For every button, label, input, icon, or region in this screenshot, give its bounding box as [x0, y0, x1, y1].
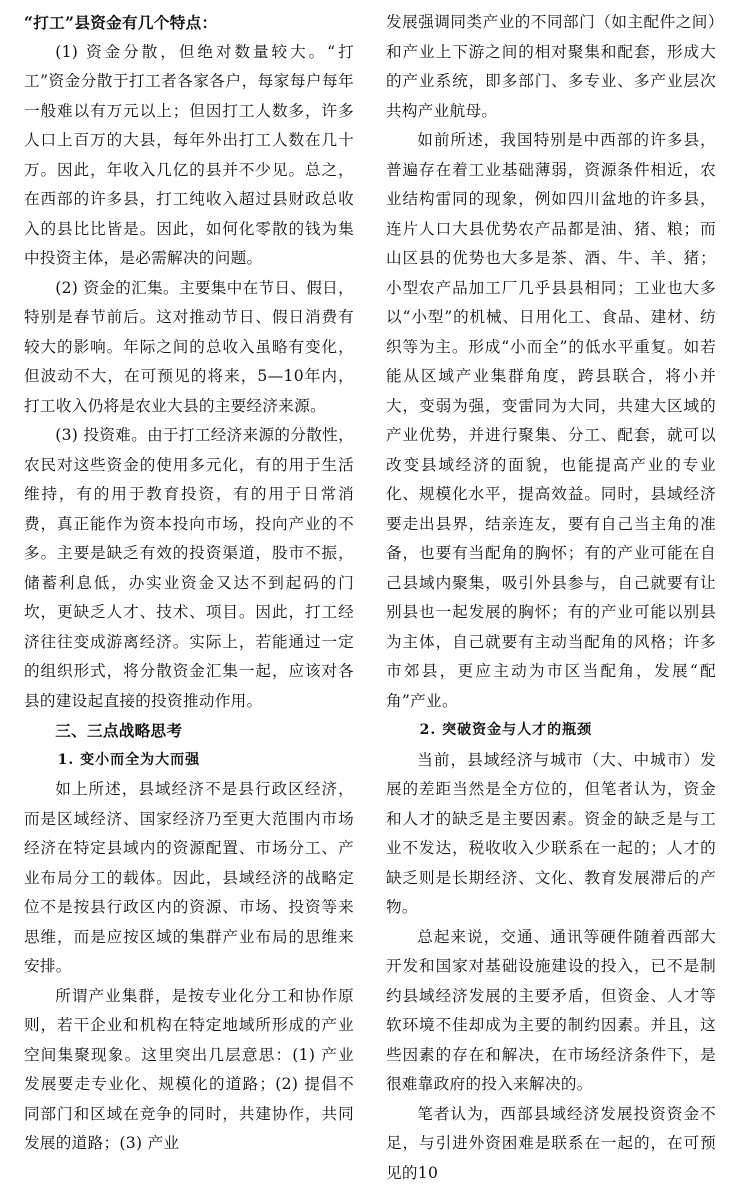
paragraph-regional-cooperation: 如前所述，我国特别是中西部的许多县，普遍存在着工业基础薄弱，资源条件相近，农业结构雷同的现象，例如四川盆地的许多县，连片人口大县优势农产品都是油、猪、粮；而山区县的优势也大多是茶、酒、牛、羊、猪；小型农产品加工厂几乎县县相同；工业也大多以“小型”的机械、日用化工、食品、建材、纺织等为主。形成“小而全”的低水平重复。如若能从区域产业集群角度，跨县联合，将小并大，变弱为强，变雷同为大同，共建大区域的产业优势，并进行聚集、分工、配套，就可以改变县域经济的面貌，也能提高产业的专业化、规模化水平，提高效益。同时，县域经济要走出县界，结亲连友，要有自己当主角的准备，也要有当配角的胸怀；有的产业可能在自己县域内聚集，吸引外县参与，自己就要有让别县也一起发展的胸怀；有的产业可能以别县为主体，自己就要有主动当配角的风格；许多市郊县，更应主动为市区当配角，发展“配角”产业。	[386, 126, 716, 716]
subheading-capital-talent-bottleneck: 2. 突破资金与人才的瓶颈	[386, 716, 716, 746]
subheading-small-to-strong: 1. 变小而全为大而强	[24, 746, 354, 776]
paragraph-industrial-cluster: 所谓产业集群，是按专业化分工和协作原则，若干企业和机构在特定地域所形成的产业空间集聚现象。这里突出几层意思：(1) 产业发展要走专业化、规模化的道路；(2) 提倡不同部门和区域在竞争的同时，共建协作，共同发展的道路；(3) 产业	[24, 982, 354, 1159]
left-column	[24, 8, 354, 1159]
paragraph-soft-environment: 总起来说，交通、通讯等硬件随着西部大开发和国家对基础设施建设的投入，已不是制约县域经济发展的主要矛盾，但资金、人才等软环境不佳却成为主要的制约因素。并且，这些因素的存在和解决，在市场经济条件下，是很难靠政府的投入来解决的。	[386, 923, 716, 1100]
paragraph-county-economy-definition: 如上所述，县域经济不是县行政区经济，而是区域经济、国家经济乃至更大范围内市场经济在特定县域内的资源配置、市场分工、产业布局分工的载体。因此，县域经济的战略定位不是按县行政区内的资源、市场、投资等来思维，而是应按区域的集群产业布局的思维来安排。	[24, 775, 354, 982]
paragraph-foreign-investment: 笔者认为，西部县域经济发展投资资金不足，与引进外资困难是联系在一起的，在可预见的10	[386, 1100, 716, 1188]
paragraph-capital-talent-gap: 当前，县域经济与城市（大、中城市）发展的差距当然是全方位的，但笔者认为，资金和人才的缺乏是主要因素。资金的缺乏是与工业不发达，税收收入少联系在一起的；人才的缺乏则是长期经济、文化、教育发展滞后的产物。	[386, 746, 716, 923]
paragraph-industrial-cluster-continued: 发展强调同类产业的不同部门（如主配件之间）和产业上下游之间的相对聚集和配套，形成大的产业系统，即多部门、多专业、多产业层次共构产业航母。	[386, 8, 716, 126]
section-heading: 三、三点战略思考	[24, 716, 354, 746]
paragraph-fund-pooling: (2) 资金的汇集。主要集中在节日、假日，特别是春节前后。这对推动节日、假日消费有较大的影响。年际之间的总收入虽略有变化，但波动不大，在可预见的将来，5—10年内，打工收入仍将是农业大县的主要经济来源。	[24, 274, 354, 422]
intro-heading: “打工”县资金有几个特点：	[24, 8, 354, 38]
paragraph-investment-difficulty: (3) 投资难。由于打工经济来源的分散性，农民对这些资金的使用多元化，有的用于生活维持，有的用于教育投资，有的用于日常消费，真正能作为资本投向市场，投向产业的不多。主要是缺乏有效的投资渠道，股市不振，储蓄利息低，办实业资金又达不到起码的门坎，更缺乏人才、技术、项目。因此，打工经济往往变成游离经济。实际上，若能通过一定的组织形式，将分散资金汇集一起，应该对各县的建设起直接的投资推动作用。	[24, 421, 354, 716]
right-column	[386, 8, 716, 1188]
paragraph-dispersed-funds: (1) 资金分散，但绝对数量较大。“打工”资金分散于打工者各家各户，每家每户每年一般难以有万元以上；但因打工人数多，许多人口上百万的大县，每年外出打工人数在几十万。因此，年收入几亿的县并不少见。总之，在西部的许多县，打工纯收入超过县财政总收入的县比比皆是。因此，如何化零散的钱为集中投资主体，是必需解决的问题。	[24, 38, 354, 274]
